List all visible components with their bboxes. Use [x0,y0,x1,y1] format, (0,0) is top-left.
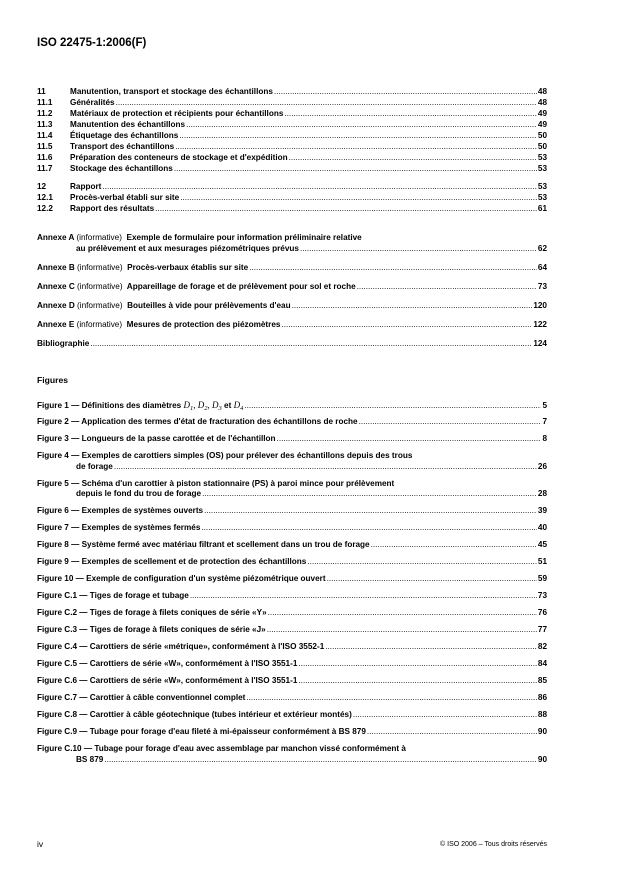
toc-entry[interactable]: 11 Manutention, transport et stockage des échantillons ..... 48 [37,86,547,97]
figures-heading: Figures [37,375,69,385]
toc-clauses [37,86,547,214]
toc-figure-entry[interactable]: Figure C.2 — Tiges de forage à filets coniques de série «Y» ..... 76 [37,608,547,619]
toc-figure-entry[interactable]: Figure C.10 — Tubage pour forage d'eau avec assemblage par manchon vissé conformément à BS 879 ..... 90 [37,744,547,765]
toc-entry[interactable]: 12 Rapport ..... 53 [37,181,547,192]
toc-figure-entry[interactable]: Figure 10 — Exemple de configuration d'un système piézométrique ouvert ..... 59 [37,574,547,585]
toc-figure-entry[interactable]: Figure 1 — Définitions des diamètres $D_1$, $D_2$, $D_3$ et $D_4$ ..... 5 [37,400,547,411]
toc-figure-entry[interactable]: Figure 7 — Exemples de systèmes fermés ..... 40 [37,523,547,534]
document-id-header: ISO 22475-1:2006(F) [37,37,147,49]
toc-annex-entry[interactable]: Annexe E (informative) Mesures de protection des piézomètres ..... 122 [37,319,547,330]
toc-figure-entry[interactable]: Figure 9 — Exemples de scellement et de protection des échantillons ..... 51 [37,557,547,568]
toc-entry[interactable]: 11.1 Généralités ..... 48 [37,97,547,108]
toc-figure-entry[interactable]: Figure C.6 — Carottiers de série «W», conformément à l'ISO 3551-1 ..... 85 [37,676,547,687]
toc-entry[interactable]: 12.1 Procès-verbal établi sur site ..... 53 [37,192,547,203]
toc-figure-entry[interactable]: Figure C.3 — Tiges de forage à filets coniques de série «J» ..... 77 [37,625,547,636]
toc-entry[interactable]: 11.7 Stockage des échantillons ..... 53 [37,163,547,174]
toc-figure-entry[interactable]: Figure C.8 — Carottier à câble géotechnique (tubes intérieur et extérieur montés) ..... 88 [37,710,547,721]
toc-annexes [37,232,547,349]
copyright-notice: © ISO 2006 – Tous droits réservés [440,841,547,848]
toc-figures [37,400,547,772]
toc-entry[interactable]: 12.2 Rapport des résultats ..... 61 [37,203,547,214]
toc-bibliography-entry[interactable]: Bibliographie ..... 124 [37,338,547,349]
toc-annex-entry[interactable]: Annexe A (informative) Exemple de formulaire pour information préliminaire relative au prélèvement et aux mesurages piézométriques prévus ..... 62 [37,232,547,254]
toc-entry[interactable]: 11.4 Étiquetage des échantillons ..... 50 [37,130,547,141]
page-number: iv [37,839,44,849]
toc-figure-entry[interactable]: Figure C.1 — Tiges de forage et tubage ..... 73 [37,591,547,602]
toc-figure-entry[interactable]: Figure C.5 — Carottiers de série «W», conformément à l'ISO 3551-1 ..... 84 [37,659,547,670]
toc-figure-entry[interactable]: Figure 2 — Application des termes d'état de fracturation des échantillons de roche ..... 7 [37,417,547,428]
toc-figure-entry[interactable]: Figure 6 — Exemples de systèmes ouverts ..... 39 [37,506,547,517]
toc-figure-entry[interactable]: Figure C.9 — Tubage pour forage d'eau fileté à mi-épaisseur conformément à BS 879 ..... 90 [37,727,547,738]
toc-figure-entry[interactable]: Figure C.4 — Carottiers de série «métrique», conformément à l'ISO 3552-1 ..... 82 [37,642,547,653]
toc-figure-entry[interactable]: Figure C.7 — Carottier à câble conventionnel complet ..... 86 [37,693,547,704]
toc-entry[interactable]: 11.3 Manutention des échantillons ..... 49 [37,119,547,130]
toc-annex-entry[interactable]: Annexe C (informative) Appareillage de forage et de prélèvement pour sol et roche ..... 73 [37,281,547,292]
toc-figure-entry[interactable]: Figure 4 — Exemples de carottiers simples (OS) pour prélever des échantillons depuis des trous de forage ..... 26 [37,451,547,472]
toc-annex-entry[interactable]: Annexe B (informative) Procès-verbaux établis sur site ..... 64 [37,262,547,273]
toc-figure-entry[interactable]: Figure 5 — Schéma d'un carottier à piston stationnaire (PS) à paroi mince pour prélèvement depuis le fond du trou de forage ..... 28 [37,479,547,500]
toc-entry[interactable]: 11.2 Matériaux de protection et récipients pour échantillons ..... 49 [37,108,547,119]
toc-entry[interactable]: 11.6 Préparation des conteneurs de stockage et d'expédition ..... 53 [37,152,547,163]
toc-figure-entry[interactable]: Figure 8 — Système fermé avec matériau filtrant et scellement dans un trou de forage ..... 45 [37,540,547,551]
toc-entry[interactable]: 11.5 Transport des échantillons ..... 50 [37,141,547,152]
toc-figure-entry[interactable]: Figure 3 — Longueurs de la passe carottée et de l'échantillon ..... 8 [37,434,547,445]
toc-annex-entry[interactable]: Annexe D (informative) Bouteilles à vide pour prélèvements d'eau ..... 120 [37,300,547,311]
